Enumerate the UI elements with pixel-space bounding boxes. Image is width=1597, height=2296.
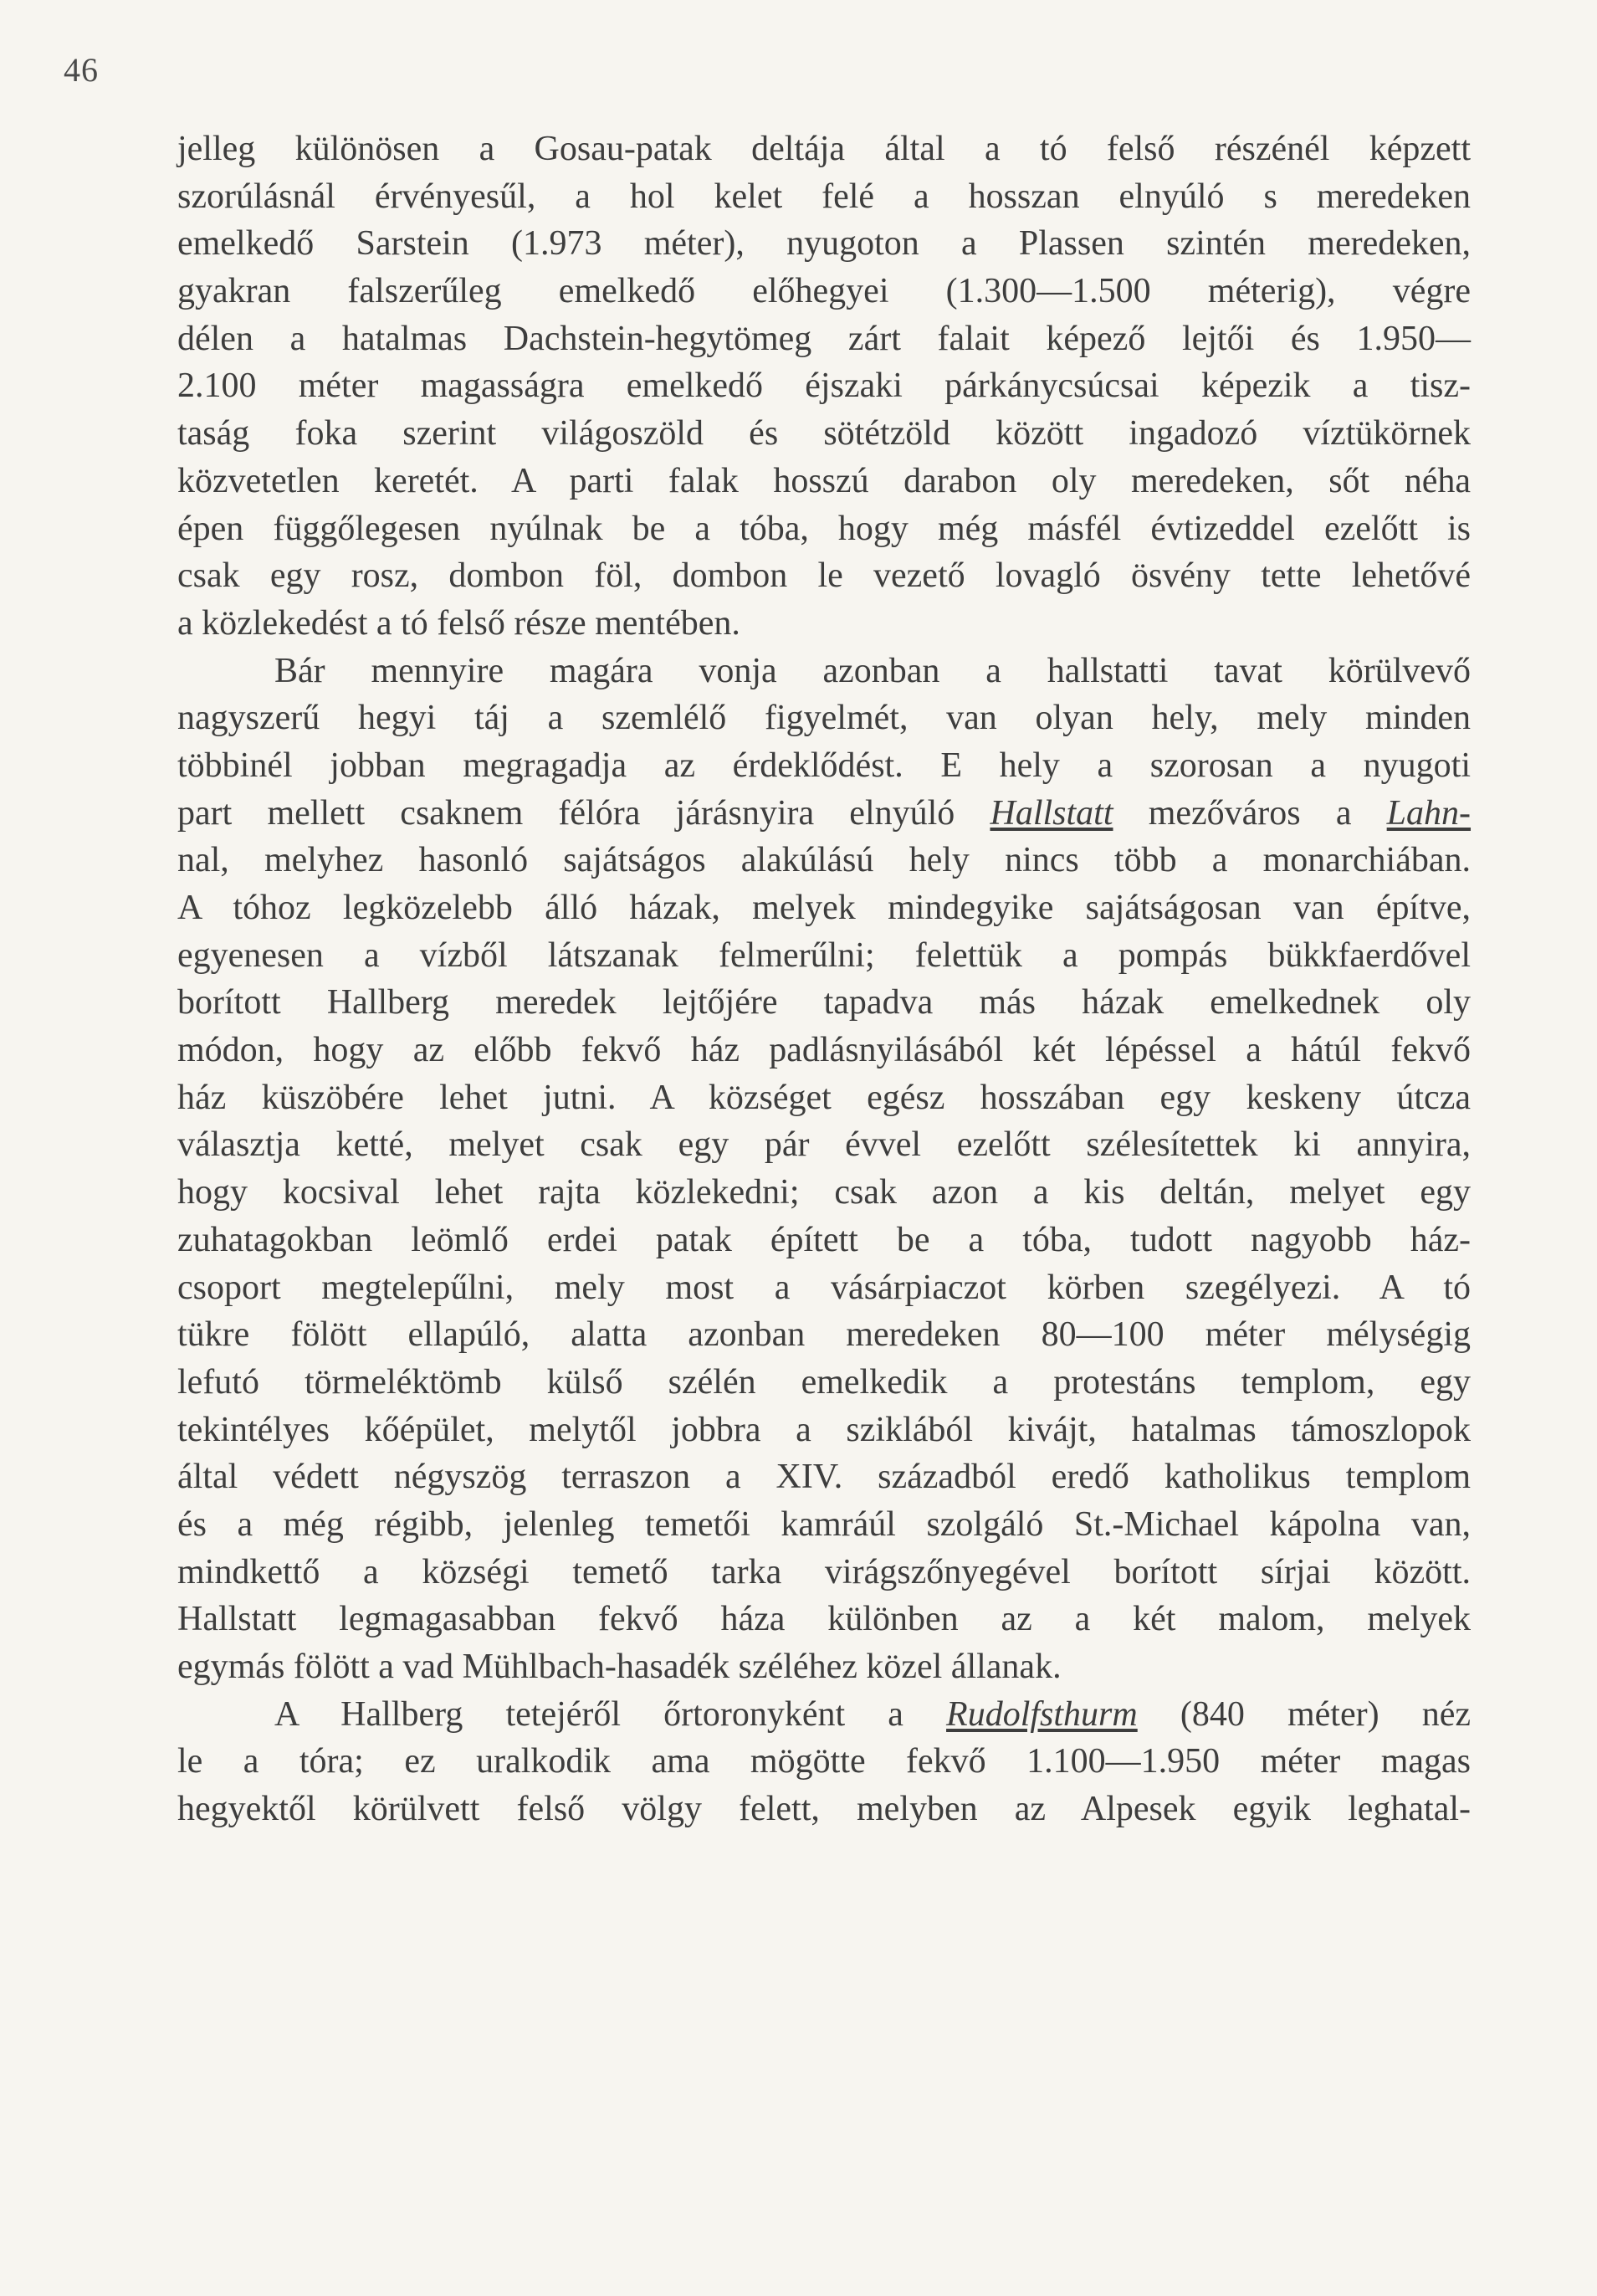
text-line: nagyszerű hegyi táj a szemlélő figyelmét, van olyan hely, mely minden — [177, 699, 1471, 738]
text-line: taság foka szerint világoszöld és sötétzöld között ingadozó víztükörnek — [177, 414, 1471, 454]
text-line: módon, hogy az előbb fekvő ház padlásnyilásából két lépéssel a hátúl fekvő — [177, 1031, 1471, 1070]
text-line: csoport megtelepűlni, mely most a vásárpiaczot körben szegélyezi. A tó — [177, 1268, 1471, 1307]
text-line: és a még régibb, jelenleg temetői kamráúl szolgáló St.-Michael kápolna van, — [177, 1504, 1471, 1544]
text-line: többinél jobban megragadja az érdeklődést. E hely a szorosan a nyugoti — [177, 746, 1471, 785]
text-line: 2.100 méter magasságra emelkedő éjszaki párkánycsúcsai képezik a tisz- — [177, 366, 1471, 406]
text-line: épen függőlegesen nyúlnak be a tóba, hogy még másfél évtizeddel ezelőtt is — [177, 509, 1471, 548]
paragraph-2 — [177, 648, 1471, 1691]
text-line: csak egy rosz, dombon föl, dombon le vezető lovagló ösvény tette lehetővé — [177, 556, 1471, 596]
text-line: szorúlásnál érvényesűl, a hol kelet felé a hosszan elnyúló s meredeken — [177, 177, 1471, 216]
text-segment: A Hallberg tetejéről őrtoronyként a — [274, 1694, 947, 1734]
text-line: borított Hallberg meredek lejtőjére tapadva más házak emelkednek oly — [177, 983, 1471, 1022]
text-line: nal, melyhez hasonló sajátságos alakúlású hely nincs több a monarchiában. — [177, 841, 1471, 880]
page-number: 46 — [64, 51, 99, 89]
text-line: Hallstatt legmagasabban fekvő háza különben az a két malom, melyek — [177, 1600, 1471, 1639]
text-line: tekintélyes kőépület, melytől jobbra a sziklából kivájt, hatalmas támoszlopok — [177, 1410, 1471, 1449]
text-line: lefutó törmeléktömb külső szélén emelkedik a protestáns templom, egy — [177, 1362, 1471, 1402]
text-line: mindkettő a községi temető tarka virágszőnyegével borított sírjai között. — [177, 1552, 1471, 1591]
text-line: gyakran falszerűleg emelkedő előhegyei (1.300—1.500 méterig), végre — [177, 272, 1471, 311]
text-line-with-italics — [177, 1691, 1471, 1739]
text-line: tükre fölött ellapúló, alatta azonban meredeken 80—100 méter mélységig — [177, 1315, 1471, 1355]
text-line: zuhatagokban leömlő erdei patak épített be a tóba, tudott nagyobb ház- — [177, 1220, 1471, 1259]
text-line: egyenesen a vízből látszanak felmerűlni; felettük a pompás bükkfaerdővel — [177, 935, 1471, 975]
paragraph-3 — [177, 1691, 1471, 1833]
text-line: egymás fölött a vad Mühlbach-hasadék széléhez közel állanak. — [177, 1648, 1062, 1686]
text-line: által védett négyszög terraszon a XIV. századból eredő katholikus templom — [177, 1458, 1471, 1497]
text-line: a közlekedést a tó felső része mentében. — [177, 603, 740, 643]
text-line: emelkedő Sarstein (1.973 méter), nyugoton a Plassen szintén meredeken, — [177, 224, 1471, 264]
text-line: délen a hatalmas Dachstein-hegytömeg zárt falait képező lejtői és 1.950— — [177, 319, 1471, 358]
text-line: jelleg különösen a Gosau-patak deltája által a tó felső részénél képzett — [177, 130, 1471, 168]
text-segment: (840 méter) néz — [1137, 1694, 1471, 1734]
text-line: választja ketté, melyet csak egy pár évvel ezelőtt szélesítettek ki annyira, — [177, 1125, 1471, 1165]
text-line-with-italics — [177, 790, 1471, 838]
text-segment: mezőváros a — [1113, 793, 1387, 833]
text-line: hegyektől körülvett felső völgy felett, melyben az Alpesek egyik leghatal- — [177, 1790, 1471, 1829]
body-text — [177, 126, 1471, 1833]
italic-place-name: Hallstatt — [990, 793, 1113, 833]
italic-place-name: Lahn- — [1386, 793, 1472, 833]
text-line: A tóhoz legközelebb álló házak, melyek mindegyike sajátságosan van építve, — [177, 889, 1471, 927]
paragraph-1 — [177, 126, 1471, 648]
text-line: hogy kocsival lehet rajta közlekedni; csak azon a kis deltán, melyet egy — [177, 1173, 1471, 1212]
italic-place-name: Rudolfsthurm — [946, 1694, 1138, 1734]
text-line: Bár mennyire magára vonja azonban a hallstatti tavat körülvevő — [274, 651, 1471, 690]
text-line: le a tóra; ez uralkodik ama mögötte fekvő 1.100—1.950 méter magas — [177, 1742, 1471, 1781]
text-segment: part mellett csaknem félóra járásnyira elnyúló — [177, 793, 990, 833]
text-line: ház küszöbére lehet jutni. A községet egész hosszában egy keskeny útcza — [177, 1078, 1471, 1117]
text-line: közvetetlen keretét. A parti falak hosszú darabon oly meredeken, sőt néha — [177, 461, 1471, 500]
